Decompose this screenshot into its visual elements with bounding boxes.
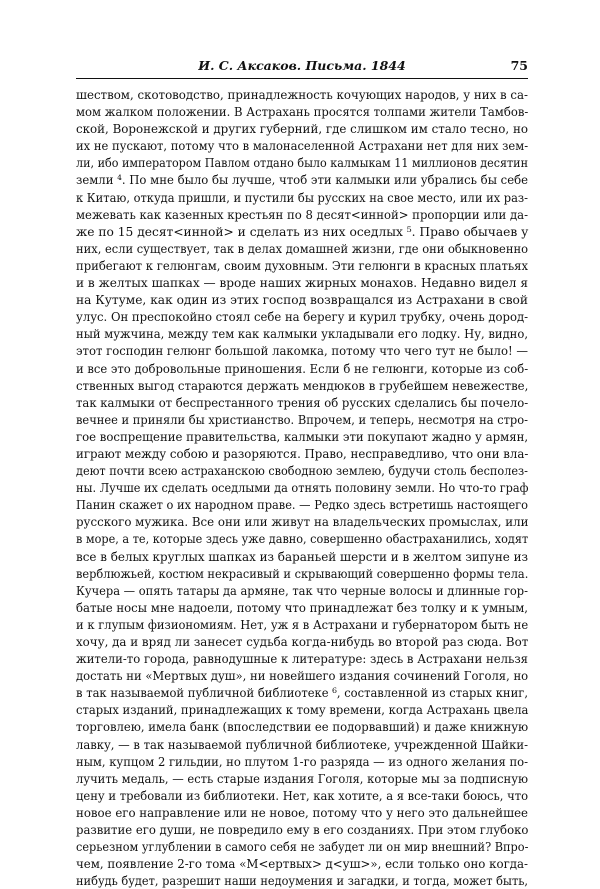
text-line: земли ⁴. По мне было бы лучше, чтоб эти калмыки или убрались бы себе <box>76 172 528 188</box>
text-line: межевать как казенных крестьян по 8 десят<инной> пропорции или да- <box>76 206 529 222</box>
text-line: улус. Он преспокойно стоял себе на берегу и курил трубку, очень дород- <box>76 309 529 325</box>
text-line: деют почти всею астраханскою свободною землею, будучи столь бесполез- <box>76 463 528 479</box>
body-text <box>76 86 528 889</box>
text-line: ным, купцом 2 гильдии, но плутом 1-го разряда — из одного желания по- <box>76 753 529 769</box>
text-line: этот господин гелюнг большой лакомка, потому что чего тут не было! — <box>76 343 528 359</box>
text-line: русского мужика. Все они или живут на владельческих промыслах, или <box>76 514 529 530</box>
text-line: нибудь будет, разрешит наши недоумения и загадки, и тогда, может быть, <box>76 873 528 889</box>
text-line: цену и требовали из библиотеки. Нет, как хотите, а я все-таки боюсь, что <box>76 787 529 803</box>
running-head <box>76 58 528 76</box>
text-line: батые носы мне надоели, потому что принадлежат без толку и к умным, <box>76 599 528 615</box>
text-line: них, если существует, так в делах домашней жизни, где они обыкновенно <box>76 240 528 256</box>
text-line: новое его направление или не новое, потому что у него это дальнейшее <box>76 804 528 820</box>
text-line: ный мужчина, между тем как калмыки укладывали его лодку. Ну, видно, <box>76 326 528 342</box>
text-line: и к глупым физиономиям. Нет, уж я в Астрахани и губернатором быть не <box>76 616 529 632</box>
text-line: шеством, скотоводство, принадлежность кочующих народов, у них в са- <box>76 87 529 102</box>
text-line: ли, ибо императором Павлом отдано было калмыкам 11 миллионов десятин <box>76 155 528 171</box>
text-line: в море, а те, которые здесь уже давно, совершенно обастраханились, ходят <box>76 531 529 547</box>
text-line: развитие его души, не повредило ему в его созданиях. При этом глубоко <box>76 822 529 838</box>
text-line: так калмыки от беспрестанного трения об русских сделались бы почело- <box>76 394 529 410</box>
text-line: ской, Воронежской и других губерний, где слишком им стало тесно, но <box>76 121 528 137</box>
text-line: верблюжьей, костюм некрасивый и скрывающий совершенно формы тела. <box>76 565 529 581</box>
text-line: Панин скажет о их народном праве. — Редко здесь встретишь настоящего <box>76 497 528 513</box>
text-line: лучить медаль, — есть старые издания Гоголя, которые мы за подписную <box>76 770 528 786</box>
text-line: мом жалком положении. В Астрахань просятся толпами жители Тамбов- <box>76 104 529 120</box>
text-line: и все это добровольные приношения. Если б не гелюнги, которые из соб- <box>76 360 529 376</box>
text-line: их не пускают, потому что в малонаселенной Астрахани нет для них зем- <box>76 138 529 154</box>
running-title: И. С. Аксаков. Письма. 1844 <box>198 58 406 73</box>
text-line: же по 15 десят<инной> и сделать из них оседлых ⁵. Право обычаев у <box>76 223 529 239</box>
text-line: жители-то города, равнодушные к литературе: здесь в Астрахани нельзя <box>76 651 528 667</box>
text-line: ственных выгод стараются держать мендюков в грубейшем невежестве, <box>76 377 529 393</box>
text-line: в так называемой публичной библиотеке ⁶, составленной из старых книг, <box>76 685 528 701</box>
text-line: лавку, — в так называемой публичной библиотеке, учрежденной Шайки- <box>76 736 528 752</box>
text-line: чем, появление 2-го тома «М<ертвых> д<уш>», если только оно когда- <box>76 856 528 872</box>
text-line: хочу, да и вряд ли занесет судьба когда-нибудь во второй раз сюда. Вот <box>76 634 529 649</box>
text-line: все в белых круглых шапках из бараньей шерсти и в желтом зипуне из <box>76 548 529 564</box>
text-line: гое воспрещение правительства, калмыки эти покупают жадно у армян, <box>76 428 529 444</box>
text-line: торговлею, имела банк (впоследствии ее подорвавший) и даже книжную <box>76 719 529 735</box>
text-line: достать ни «Мертвых душ», ни новейшего издания сочинений Гоголя, но <box>76 668 529 684</box>
text-line: серьезном углублении в самого себя не забудет ли он мир внешний? Впро- <box>76 839 529 855</box>
text-line: старых изданий, принадлежащих к тому времени, когда Астрахань цвела <box>76 702 529 718</box>
text-line: прибегают к гелюнгам, своим духовным. Эти гелюнги в красных платьях <box>76 257 528 273</box>
text-line: ны. Лучше их сделать оседлыми да отнять половину земли. Но что-то граф <box>76 480 529 496</box>
text-line: играют между собою и разоряются. Право, несправедливо, что они вла- <box>76 445 529 461</box>
text-line: и в желтых шапках — вроде наших жирных монахов. Недавно видел я <box>76 275 528 291</box>
text-line: Кучера — опять татары да армяне, так что черные волосы и длинные гор- <box>76 582 528 598</box>
text-line: к Китаю, откуда пришли, и пустили бы русских на свое место, или их раз- <box>76 189 528 205</box>
header-rule <box>76 78 528 79</box>
text-line: вечнее и приняли бы христианство. Впрочем, и теперь, несмотря на стро- <box>76 411 528 427</box>
text-line: на Кутуме, как один из этих господ возвращался из Астрахани в свой <box>76 292 528 308</box>
page-number: 75 <box>510 58 528 73</box>
